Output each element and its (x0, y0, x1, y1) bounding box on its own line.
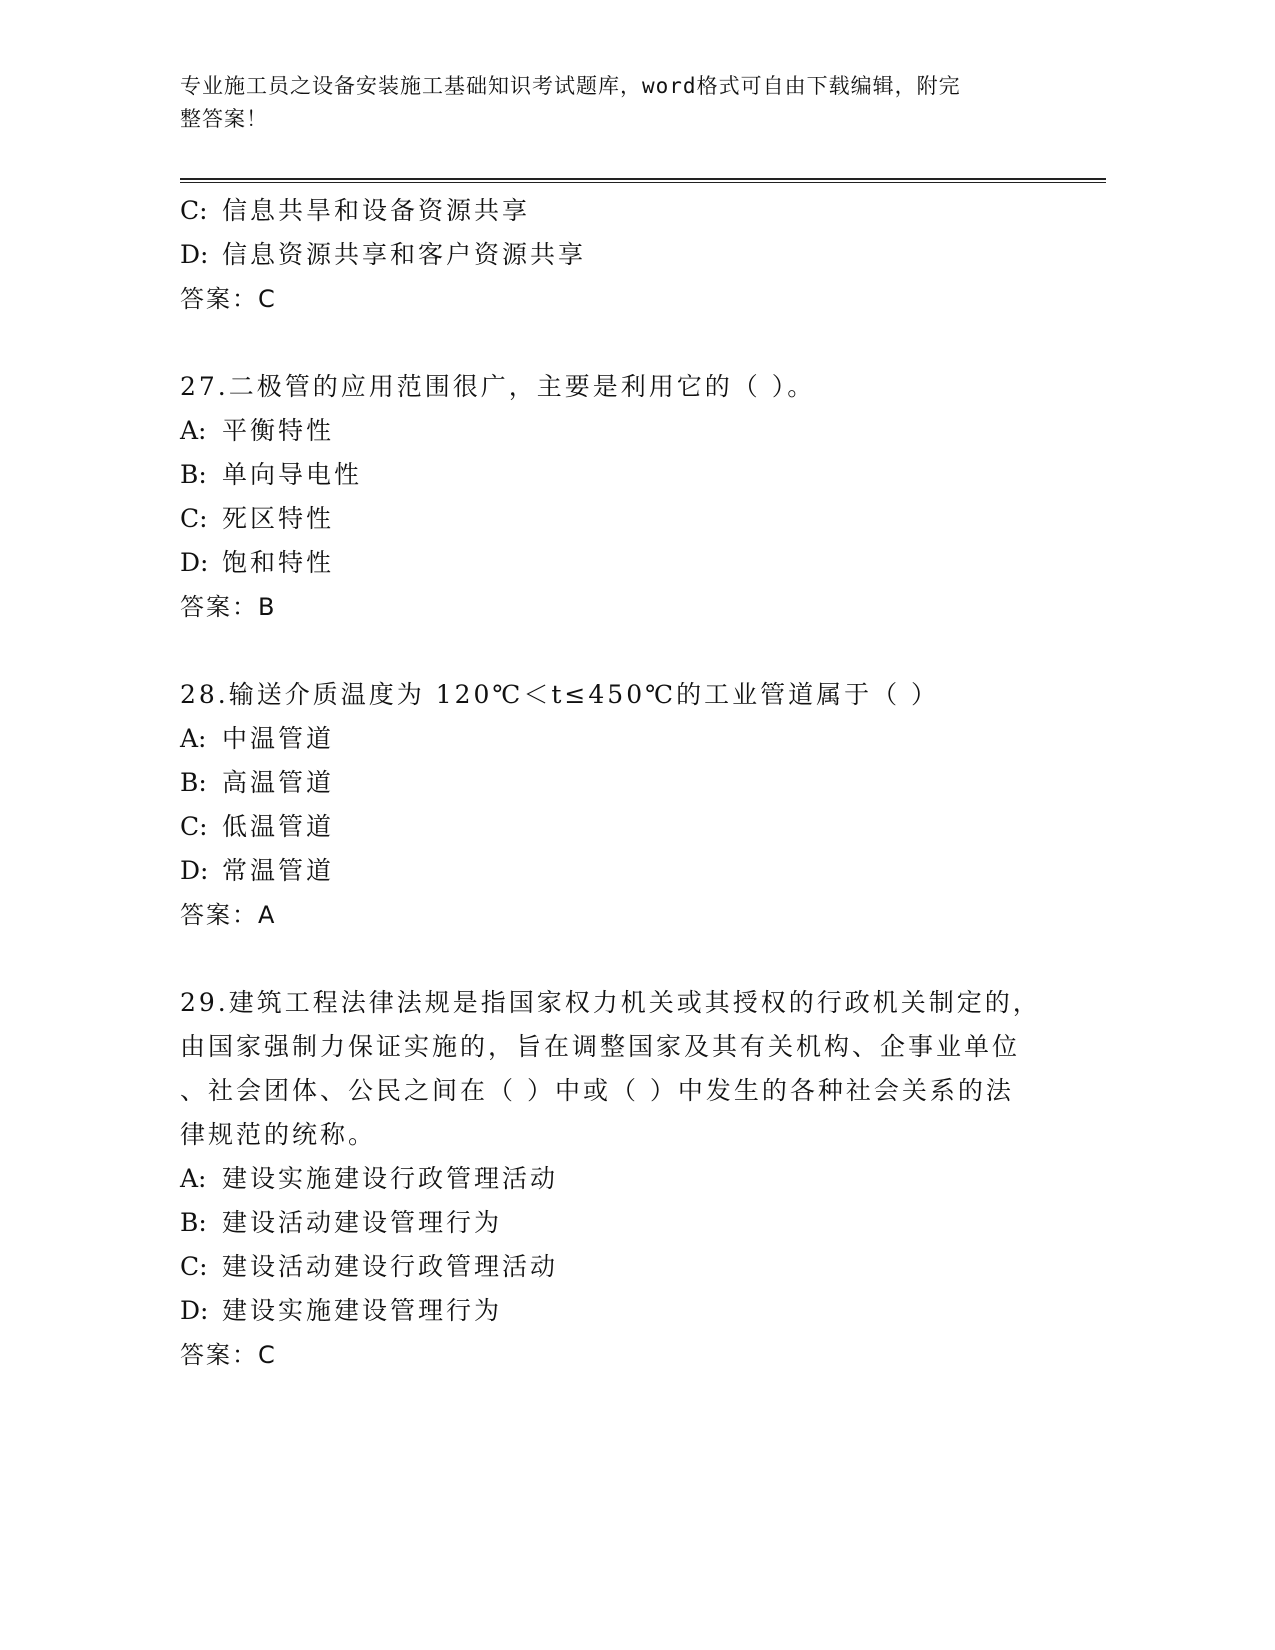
option-text: 单向导电性 (222, 460, 363, 489)
option-label: A: (180, 1164, 207, 1193)
option-c (180, 497, 1040, 541)
option-b (180, 453, 1040, 497)
answer-line: 答案：A (180, 901, 277, 929)
option-c (180, 805, 1040, 849)
option-label: B: (180, 768, 207, 797)
question-text-line-4: 律规范的统称。 (180, 1120, 377, 1149)
option-label: A: (180, 416, 207, 445)
document-header (180, 70, 1040, 136)
option-label: C: (180, 504, 208, 533)
option-d (180, 849, 1040, 893)
option-label: D: (180, 548, 209, 577)
divider-thick-line (180, 178, 1106, 180)
option-text: 建设实施建设行政管理活动 (222, 1164, 559, 1193)
option-c (180, 189, 1040, 233)
option-text: 建设活动建设管理行为 (222, 1208, 503, 1237)
question-text-line-1: 29.建筑工程法律法规是指国家权力机关或其授权的行政机关制定的， (180, 988, 1041, 1017)
option-label: B: (180, 460, 207, 489)
option-b (180, 1201, 1040, 1245)
option-text: 建设活动建设行政管理活动 (222, 1252, 559, 1281)
option-label: A: (180, 724, 207, 753)
option-text: 信息资源共享和客户资源共享 (222, 240, 587, 269)
divider-thin-line (180, 182, 1106, 183)
option-label: D: (180, 856, 209, 885)
question-text: 28.输送介质温度为 120℃＜t≤450℃的工业管道属于（ ） (180, 680, 940, 709)
option-d (180, 1289, 1040, 1333)
option-b (180, 761, 1040, 805)
option-text: 中温管道 (222, 724, 335, 753)
option-label: B: (180, 1208, 207, 1237)
spacer (180, 937, 1040, 981)
option-text: 高温管道 (222, 768, 335, 797)
option-d (180, 233, 1040, 277)
option-a (180, 409, 1040, 453)
option-text: 信息共旱和设备资源共享 (222, 196, 531, 225)
option-a (180, 717, 1040, 761)
spacer (180, 321, 1040, 365)
header-divider (180, 178, 1106, 184)
header-line-1: 专业施工员之设备安装施工基础知识考试题库，word格式可自由下载编辑，附完 (180, 74, 961, 98)
option-text: 饱和特性 (222, 548, 335, 577)
option-text: 平衡特性 (222, 416, 335, 445)
question-text: 27.二极管的应用范围很广，主要是利用它的（ ）。 (180, 372, 816, 401)
question-26-continued (180, 189, 1040, 321)
option-label: D: (180, 1296, 209, 1325)
option-label: C: (180, 196, 208, 225)
option-label: C: (180, 812, 208, 841)
answer-line: 答案：B (180, 593, 277, 621)
option-d (180, 541, 1040, 585)
option-label: C: (180, 1252, 208, 1281)
option-text: 建设实施建设管理行为 (222, 1296, 503, 1325)
option-a (180, 1157, 1040, 1201)
option-text: 死区特性 (222, 504, 335, 533)
question-text-line-2: 由国家强制力保证实施的，旨在调整国家及其有关机构、企事业单位 (180, 1032, 1021, 1061)
answer-line: 答案：C (180, 285, 277, 313)
question-27 (180, 365, 1040, 629)
option-text: 低温管道 (222, 812, 335, 841)
option-c (180, 1245, 1040, 1289)
question-28 (180, 673, 1040, 937)
question-text-line-3: 、社会团体、公民之间在（ ）中或（ ）中发生的各种社会关系的法 (180, 1076, 1014, 1105)
spacer (180, 629, 1040, 673)
header-line-2: 整答案！ (180, 107, 268, 131)
option-text: 常温管道 (222, 856, 335, 885)
question-29 (180, 981, 1040, 1377)
option-label: D: (180, 240, 209, 269)
answer-line: 答案：C (180, 1341, 277, 1369)
question-content (180, 189, 1040, 1377)
